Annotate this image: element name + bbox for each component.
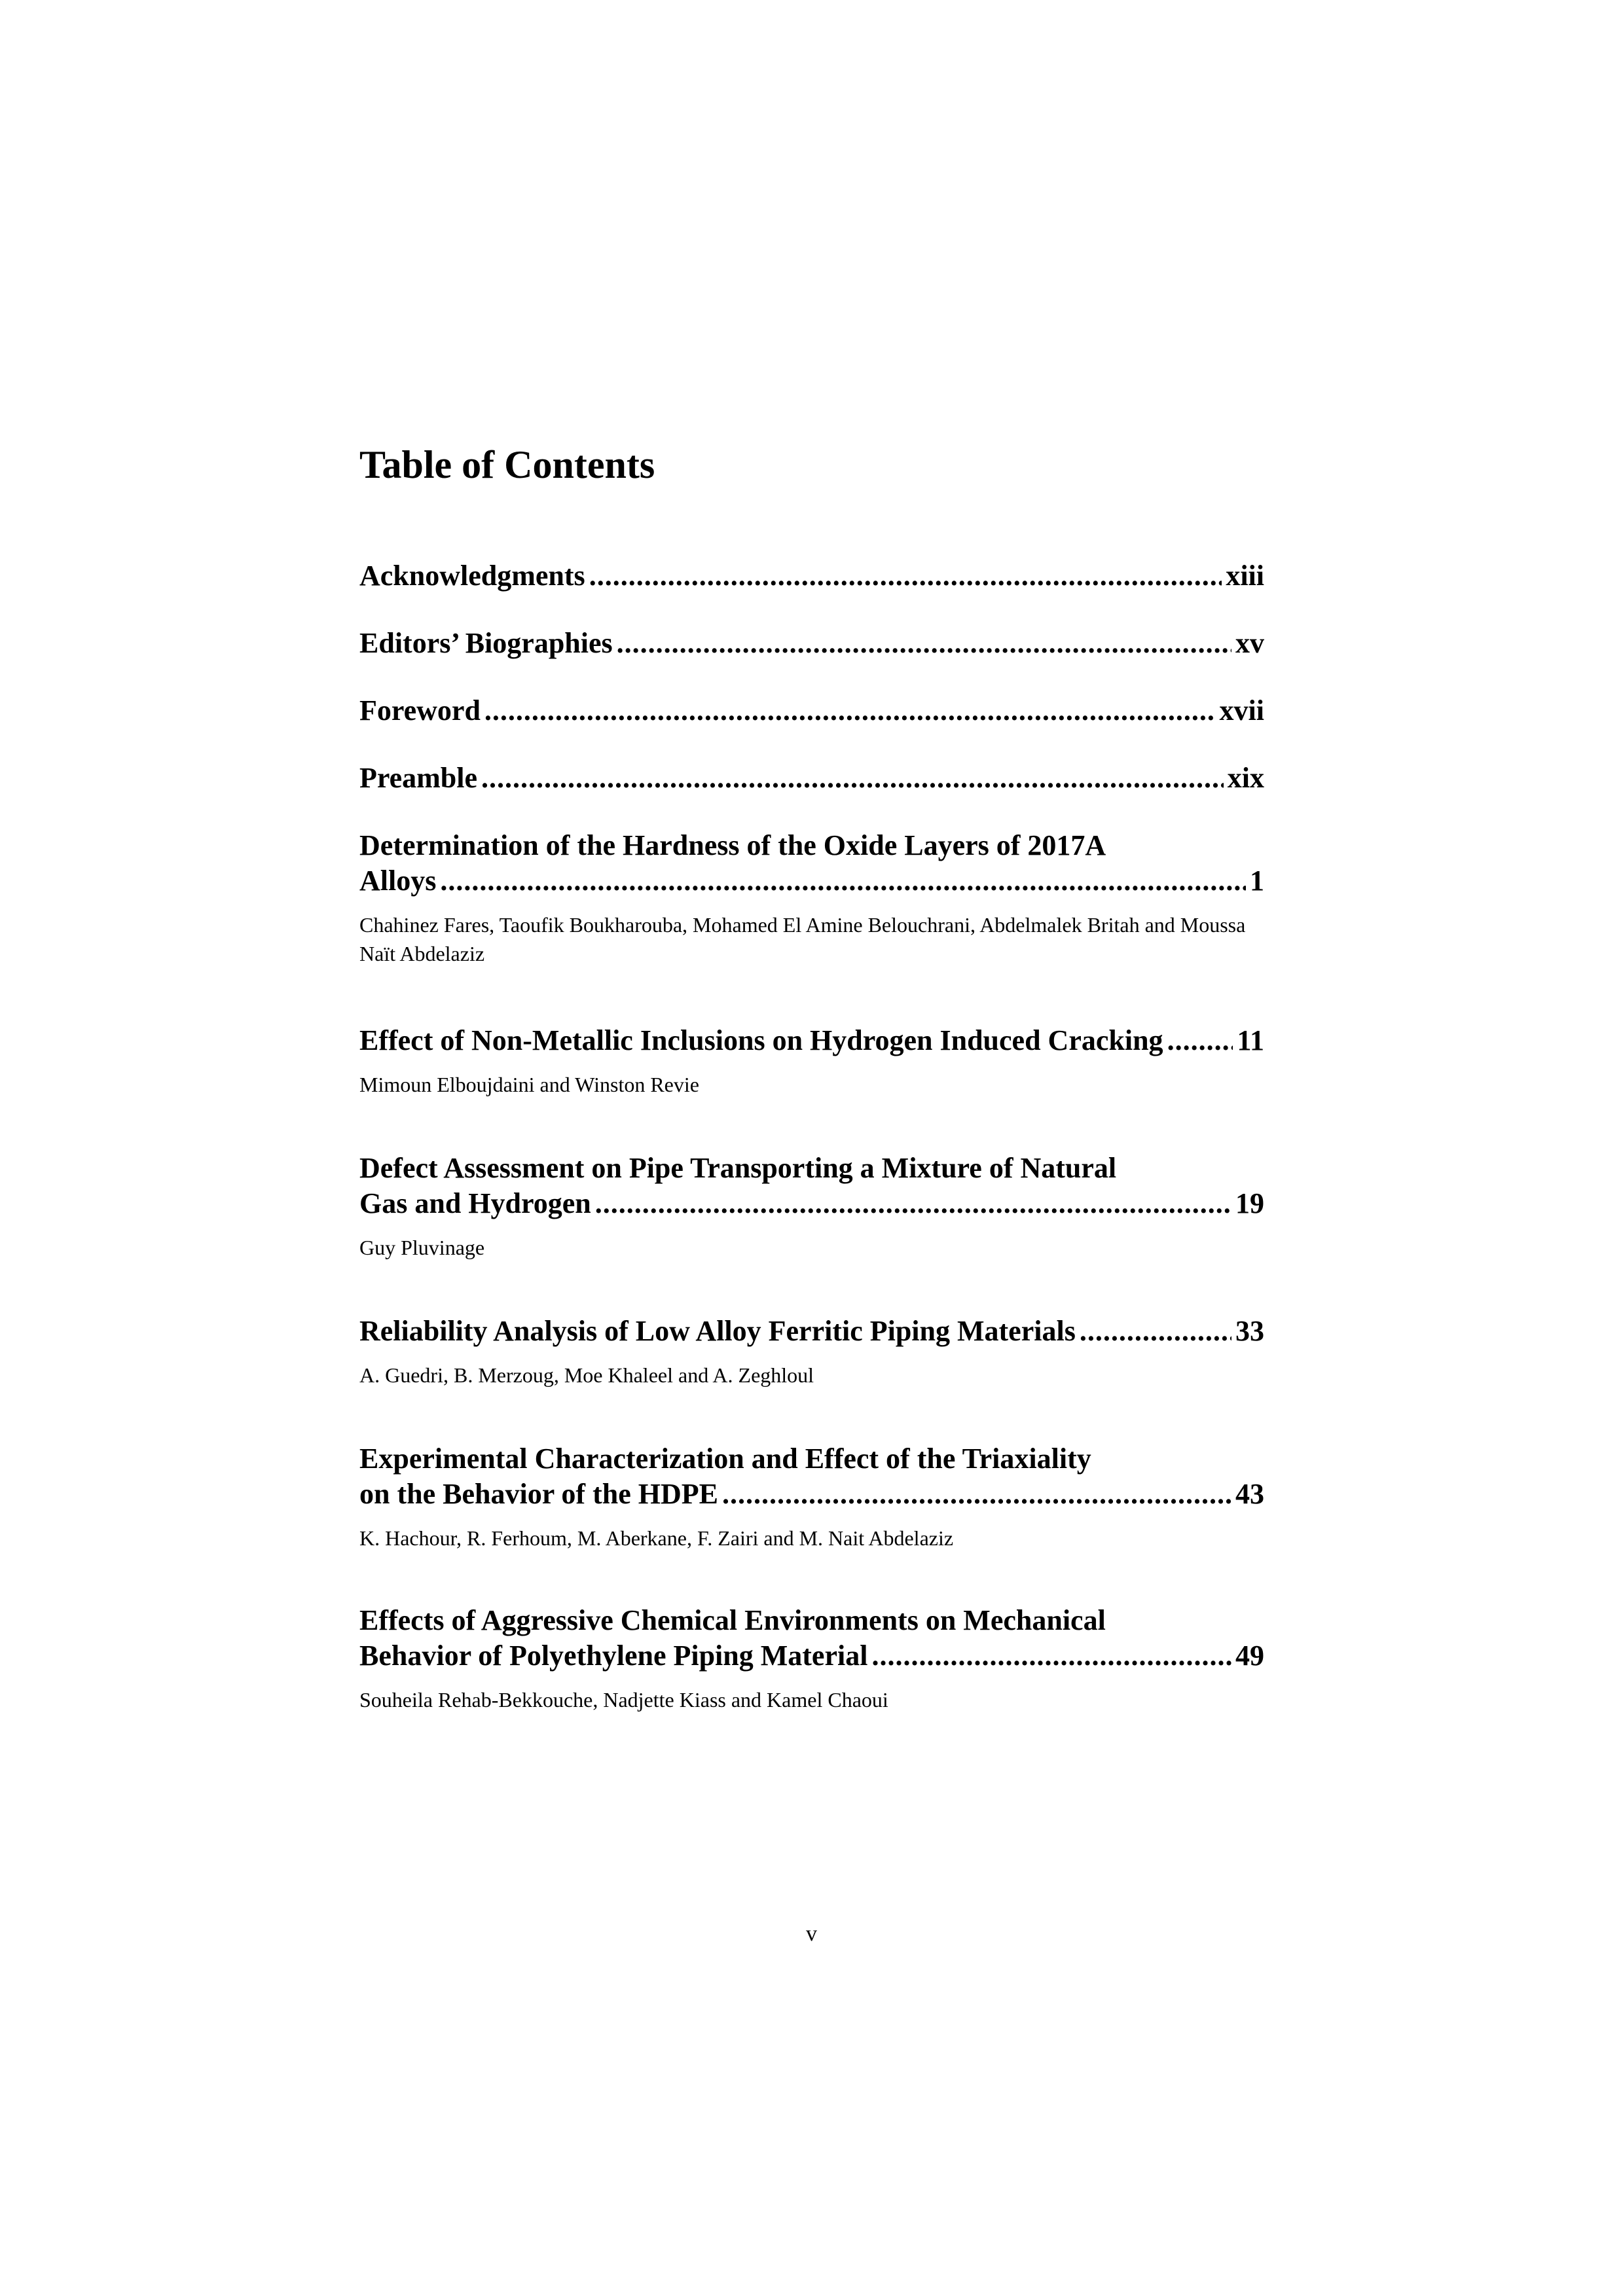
- entry-page-number: 43: [1235, 1478, 1264, 1510]
- dot-leader: [440, 863, 1246, 899]
- toc-entry-chapter-5[interactable]: [359, 1441, 1264, 1552]
- entry-title: on the Behavior of the HDPE: [359, 1478, 718, 1510]
- entry-title-line: [359, 1023, 1264, 1058]
- dot-leader: [484, 693, 1216, 728]
- entry-authors: A. Guedri, B. Merzoug, Moe Khaleel and A. Zeghloul: [359, 1363, 814, 1387]
- entry-page-number: xix: [1227, 762, 1264, 794]
- entry-title-first-line: Effects of Aggressive Chemical Environments on Mechanical: [359, 1604, 1106, 1636]
- entry-title-line: [359, 1477, 1264, 1512]
- entry-title-line: [359, 1186, 1264, 1221]
- dot-leader: [1167, 1023, 1233, 1058]
- entry-page-number: 49: [1235, 1640, 1264, 1672]
- entry-title: Foreword: [359, 694, 481, 726]
- dot-leader: [871, 1638, 1231, 1674]
- entry-title: Preamble: [359, 762, 478, 794]
- entry-title-line: [359, 761, 1264, 796]
- entry-title: Acknowledgments: [359, 560, 585, 592]
- entry-authors: Guy Pluvinage: [359, 1236, 485, 1259]
- toc-entry-chapter-2[interactable]: [359, 1023, 1264, 1099]
- entry-page-number: xv: [1235, 627, 1264, 659]
- entry-title-line: [359, 693, 1264, 728]
- entry-title: Alloys: [359, 865, 437, 897]
- entry-authors: Souheila Rehab-Bekkouche, Nadjette Kiass and Kamel Chaoui: [359, 1688, 888, 1712]
- entry-title-first-line: Experimental Characterization and Effect of the Triaxiality: [359, 1443, 1091, 1475]
- toc-entry-editors-biographies[interactable]: [359, 626, 1264, 661]
- entry-title: Reliability Analysis of Low Alloy Ferritic Piping Materials: [359, 1315, 1076, 1347]
- entry-title-line: [359, 558, 1264, 594]
- entry-title: Editors’ Biographies: [359, 627, 613, 659]
- dot-leader: [589, 558, 1222, 594]
- entry-title-first-line: Defect Assessment on Pipe Transporting a Mixture of Natural: [359, 1152, 1117, 1184]
- entry-title-line: [359, 626, 1264, 661]
- dot-leader: [722, 1477, 1231, 1512]
- entry-title-line: [359, 1314, 1264, 1349]
- dot-leader: [617, 626, 1231, 661]
- dot-leader: [1080, 1314, 1231, 1349]
- entry-page-number: xvii: [1219, 694, 1264, 726]
- toc-entry-chapter-3[interactable]: [359, 1151, 1264, 1262]
- entry-title: Gas and Hydrogen: [359, 1187, 591, 1219]
- entry-title-line: [359, 863, 1264, 899]
- dot-leader: [481, 761, 1224, 796]
- entry-page-number: xiii: [1226, 560, 1264, 592]
- entry-title: Effect of Non-Metallic Inclusions on Hydrogen Induced Cracking: [359, 1024, 1163, 1056]
- toc-entry-preamble[interactable]: [359, 761, 1264, 796]
- entry-title: Behavior of Polyethylene Piping Material: [359, 1640, 868, 1672]
- entry-authors: K. Hachour, R. Ferhoum, M. Aberkane, F. Zairi and M. Nait Abdelaziz: [359, 1526, 954, 1550]
- page-folio: v: [806, 1922, 817, 1946]
- toc-entry-chapter-6[interactable]: [359, 1603, 1264, 1714]
- toc-entry-foreword[interactable]: [359, 693, 1264, 728]
- entry-title-line: [359, 1638, 1264, 1674]
- toc-entry-chapter-1[interactable]: [359, 828, 1264, 968]
- toc-entry-chapter-4[interactable]: [359, 1314, 1264, 1390]
- page-title: Table of Contents: [359, 443, 655, 487]
- entry-page-number: 11: [1237, 1024, 1264, 1056]
- entry-page-number: 19: [1235, 1187, 1264, 1219]
- toc-entry-acknowledgments[interactable]: [359, 558, 1264, 594]
- entry-authors: Chahinez Fares, Taoufik Boukharouba, Mohamed El Amine Belouchrani, Abdelmalek Britah and Moussa Naït Abdelaziz: [359, 913, 1246, 965]
- entry-title-first-line: Determination of the Hardness of the Oxide Layers of 2017A: [359, 829, 1106, 861]
- entry-authors: Mimoun Elboujdaini and Winston Revie: [359, 1073, 699, 1096]
- entry-page-number: 1: [1250, 865, 1264, 897]
- dot-leader: [595, 1186, 1231, 1221]
- entry-page-number: 33: [1235, 1315, 1264, 1347]
